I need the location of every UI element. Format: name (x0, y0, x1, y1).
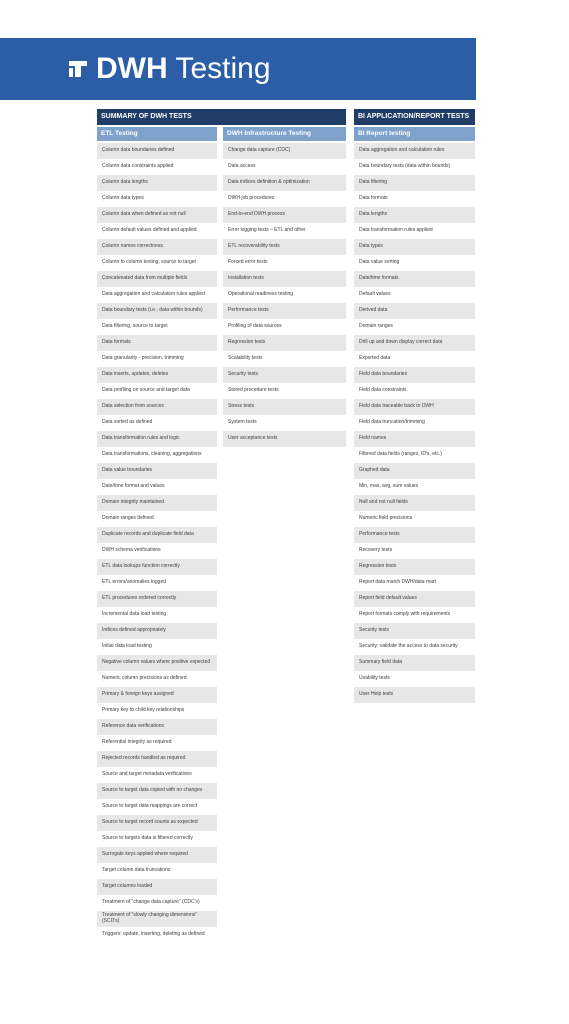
list-item: Performance tests (354, 527, 475, 543)
summary-heading: SUMMARY OF DWH TESTS (97, 109, 346, 125)
list-item: Domain ranges (354, 319, 475, 335)
bi-heading: BI APPLICATION/REPORT TESTS (354, 109, 475, 125)
list-item: Data formats (97, 335, 217, 351)
dwh-logo-icon (67, 58, 89, 80)
list-item: Column default values defined and applied (97, 223, 217, 239)
list-item: Min, max, avg, sum values (354, 479, 475, 495)
list-item: Incremental data load testing (97, 607, 217, 623)
list-item: Numeric field precisions (354, 511, 475, 527)
list-item: Field data constraints (354, 383, 475, 399)
title-bold: DWH (96, 52, 168, 85)
list-item: Column data when defined as not null (97, 207, 217, 223)
list-item: Change data capture (CDC) (223, 143, 346, 159)
list-item: Numeric column precisions as defined (97, 671, 217, 687)
list-item: ETL procedures ordered correctly (97, 591, 217, 607)
list-item: User Help tests (354, 687, 475, 703)
list-item: Data lengths (354, 207, 475, 223)
infra-testing-header: DWH Infrastructure Testing (223, 127, 346, 141)
list-item: Security tests (223, 367, 346, 383)
list-item: Data filtering (354, 175, 475, 191)
list-item: Data sorted as defined (97, 415, 217, 431)
list-item: Data formats (354, 191, 475, 207)
list-item: Regression tests (354, 559, 475, 575)
list-item: ETL recoverability tests (223, 239, 346, 255)
list-item: Derived data (354, 303, 475, 319)
list-item: Rejected records handled as required (97, 751, 217, 767)
list-item: Target columns loaded (97, 879, 217, 895)
list-item: Duplicate records and duplicate field data (97, 527, 217, 543)
list-item: Forced error tests (223, 255, 346, 271)
list-item: Data transformations, cleaning, aggregations (97, 447, 217, 463)
list-item: Data profiling on source and target data (97, 383, 217, 399)
list-item: Performance tests (223, 303, 346, 319)
list-item: ETL data lookups function correctly (97, 559, 217, 575)
list-item: Column data lengths (97, 175, 217, 191)
page-title (96, 52, 271, 86)
list-item: Data filtering, source to target (97, 319, 217, 335)
list-item: Data boundary tests (data within bounds) (354, 159, 475, 175)
list-item: Report formats comply with requirements (354, 607, 475, 623)
list-item: Primary key to child key relationships (97, 703, 217, 719)
list-item: Negative column values where positive expected (97, 655, 217, 671)
list-item: Surrogate keys applied where required (97, 847, 217, 863)
list-item: Graphed data (354, 463, 475, 479)
list-item: Usability tests (354, 671, 475, 687)
list-item: Data transformation rules and logic (97, 431, 217, 447)
list-item: Recovery tests (354, 543, 475, 559)
list-item: User acceptance tests (223, 431, 346, 447)
list-item: Treatment of "slowly changing dimensions" (SCD's) (97, 911, 217, 927)
list-item: Stored procedure tests (223, 383, 346, 399)
list-item: Source to target record counts as expected (97, 815, 217, 831)
etl-testing-list (97, 143, 217, 943)
list-item: Filtered data fields (ranges, ID's, etc.) (354, 447, 475, 463)
bi-report-testing-list (354, 143, 475, 703)
list-item: Column data constraints applied (97, 159, 217, 175)
list-item: Domain ranges defined (97, 511, 217, 527)
list-item: Field data boundaries (354, 367, 475, 383)
list-item: Column names correctness (97, 239, 217, 255)
list-item: Security: validate the access to data security (354, 639, 475, 655)
list-item: Column data boundaries defined (97, 143, 217, 159)
list-item: Data aggregation and calculation rules (354, 143, 475, 159)
list-item: Report data match DWH/data mart (354, 575, 475, 591)
list-item: Data granularity - precision, trimming (97, 351, 217, 367)
list-item: Column data types (97, 191, 217, 207)
list-item: Profiling of data sources (223, 319, 346, 335)
bi-report-testing-header: BI Report testing (354, 127, 475, 141)
list-item: Data aggregation and calculation rules applied (97, 287, 217, 303)
list-item: Installation tests (223, 271, 346, 287)
list-item: End-to-end DWH process (223, 207, 346, 223)
list-item: Data access (223, 159, 346, 175)
list-item: Data transformation rules applied (354, 223, 475, 239)
list-item: Operational readiness testing (223, 287, 346, 303)
list-item: Date/time formats (354, 271, 475, 287)
list-item: Data value boundaries (97, 463, 217, 479)
list-item: Data inserts, updates, deletes (97, 367, 217, 383)
etl-testing-header: ETL Testing (97, 127, 217, 141)
list-item: Target column data truncations (97, 863, 217, 879)
list-item: Summary field data (354, 655, 475, 671)
infra-testing-list (223, 143, 346, 447)
list-item: System tests (223, 415, 346, 431)
list-item: Triggers: update, inserting, deleting as defined (97, 927, 217, 943)
list-item: Data value sorting (354, 255, 475, 271)
list-item: Initial data load testing (97, 639, 217, 655)
list-item: Reference data verifications (97, 719, 217, 735)
list-item: Field names (354, 431, 475, 447)
list-item: Referential integrity as required (97, 735, 217, 751)
list-item: Data indices definition & optimization (223, 175, 346, 191)
list-item: DWH schema verifications (97, 543, 217, 559)
list-item: ETL errors/anomalies logged (97, 575, 217, 591)
list-item: Source to targets data is filtered correctly (97, 831, 217, 847)
list-item: Date/time format and values (97, 479, 217, 495)
list-item: Field data truncation/trimming (354, 415, 475, 431)
list-item: Report field default values (354, 591, 475, 607)
list-item: Stress tests (223, 399, 346, 415)
list-item: Column to column testing, source to target (97, 255, 217, 271)
list-item: Null and not null fields (354, 495, 475, 511)
list-item: Data selection from sources (97, 399, 217, 415)
list-item: Source to target data mappings are correct (97, 799, 217, 815)
list-item: Security tests (354, 623, 475, 639)
list-item: Default values (354, 287, 475, 303)
list-item: DWH job procedures (223, 191, 346, 207)
list-item: Source to target data copied with no changes (97, 783, 217, 799)
list-item: Treatment of "change data capture" (CDC's) (97, 895, 217, 911)
list-item: Data types (354, 239, 475, 255)
list-item: Source and target metadata verifications (97, 767, 217, 783)
list-item: Regression tests (223, 335, 346, 351)
list-item: Error logging tests – ETL and other (223, 223, 346, 239)
list-item: Scalability tests (223, 351, 346, 367)
list-item: Exported data (354, 351, 475, 367)
list-item: Domain integrity maintained (97, 495, 217, 511)
title-light: Testing (175, 52, 271, 85)
list-item: Data boundary tests (i.e., data within bounds) (97, 303, 217, 319)
list-item: Indices defined appropriately (97, 623, 217, 639)
list-item: Field data traceable back to DWH (354, 399, 475, 415)
list-item: Concatenated data from multiple fields (97, 271, 217, 287)
list-item: Drill up and down display correct data (354, 335, 475, 351)
list-item: Primary & foreign keys assigned (97, 687, 217, 703)
